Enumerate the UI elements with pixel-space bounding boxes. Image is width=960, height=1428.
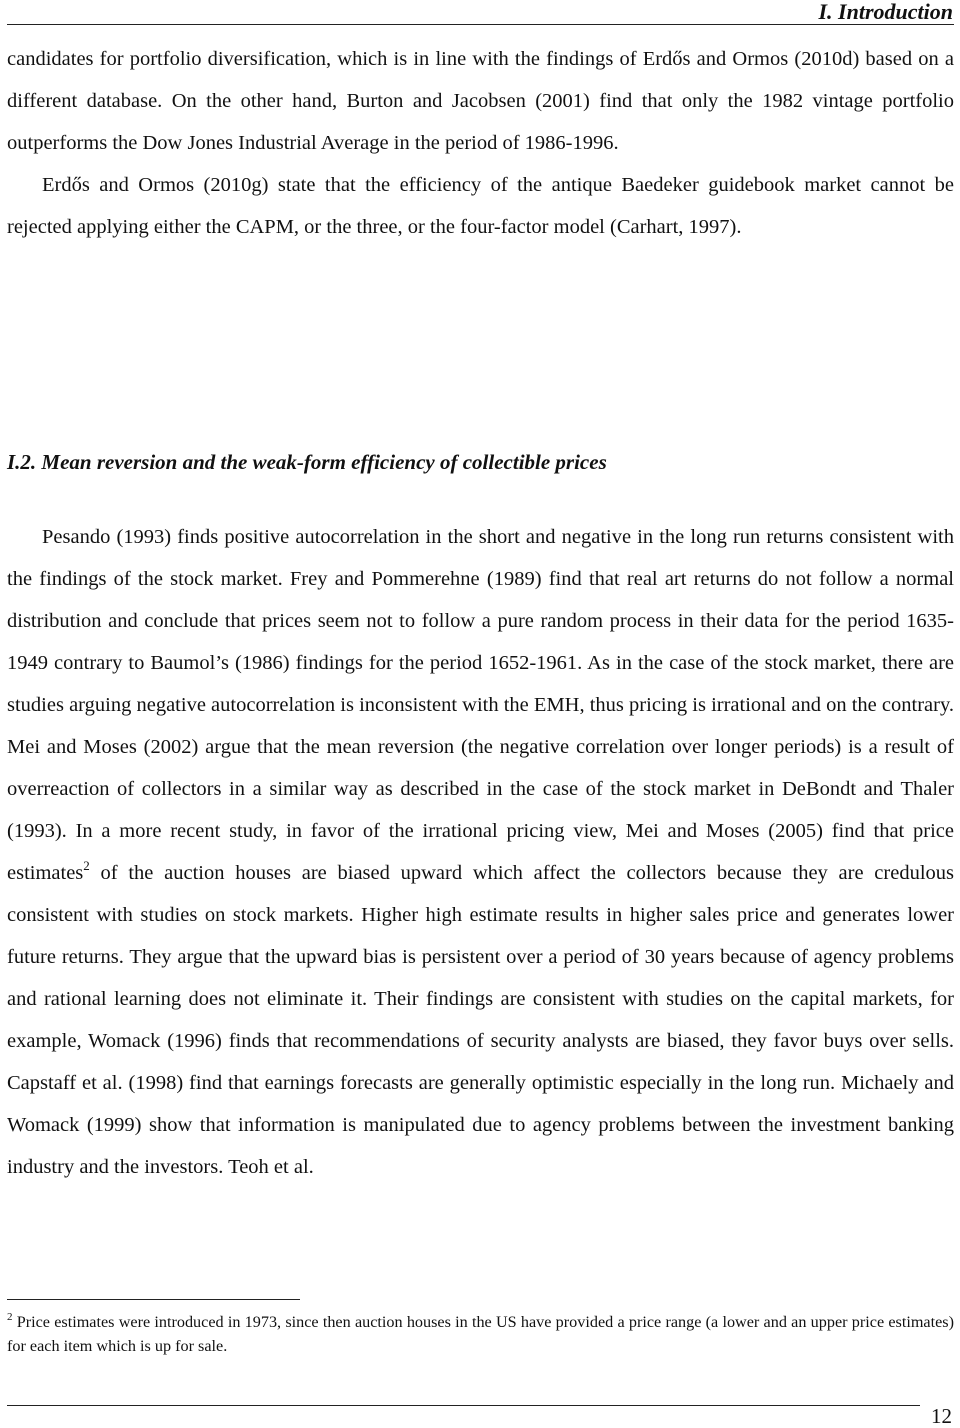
paragraph-mean-reversion [7,516,954,1188]
footnote-marker: 2 [7,1311,13,1323]
paragraph-text-part-1: Pesando (1993) finds positive autocorrelation in the short and negative in the long run returns consistent with the findings of the stock market. Frey and Pommerehne (1989) find that real art returns do not follow a normal distribution and conclude that prices seem not to follow a pure random process in their data for the period 1635-1949 contrary to Baumol’s (1986) findings for the period 1652-1961. As in the case of the stock market, there are studies arguing negative autocorrelation is inconsistent with the EMH, thus pricing is irrational and on the contrary. Mei and Moses (2002) argue that the mean reversion (the negative correlation over longer periods) is a result of overreaction of collectors in a similar way as described in the case of the stock market in DeBondt and Thaler (1993). In a more recent study, in favor of the irrational pricing view, Mei and Moses (2005) find that price estimates [7,526,954,884]
footer-rule [7,1405,920,1406]
header-rule [7,24,954,25]
footnote [7,1310,954,1358]
section-text-block [7,516,954,1188]
paragraph-continued: candidates for portfolio diversification, which is in line with the findings of Erdős and Ormos (2010d) based on a different database. On the other hand, Burton and Jacobsen (2001) find that only the 1982 vintage portfolio outperforms the Dow Jones Industrial Average in the period of 1986-1996. [7,48,954,154]
intro-text-block [7,38,954,248]
paragraph-text-part-2: of the auction houses are biased upward which affect the collectors because they are credulous consistent with studies on stock markets. Higher high estimate results in higher sales price and generates lower future returns. They argue that the upward bias is persistent over a period of 30 years because of agency problems and rational learning does not eliminate it. Their findings are consistent with studies on the capital markets, for example, Womack (1996) finds that recommendations of security analysts are biased, they favor buys over sells. Capstaff et al. (1998) find that earnings forecasts are generally optimistic especially in the long run. Michaely and Womack (1999) show that information is manipulated due to agency problems between the investment banking industry and the investors. Teoh et al. [7,862,954,1178]
footnote-separator [7,1299,300,1300]
page-number: 12 [931,1404,952,1428]
section-heading: I.2. Mean reversion and the weak-form efficiency of collectible prices [7,450,607,474]
paragraph-erdos-ormos: Erdős and Ormos (2010g) state that the efficiency of the antique Baedeker guidebook market cannot be rejected applying either the CAPM, or the three, or the four-factor model (Carhart, 1997). [7,174,954,238]
footnote-text: Price estimates were introduced in 1973, since then auction houses in the US have provided a price range (a lower and an upper price estimates) for each item which is up for sale. [7,1313,954,1355]
footnote-reference: 2 [83,858,90,873]
running-title: I. Introduction [818,0,953,24]
